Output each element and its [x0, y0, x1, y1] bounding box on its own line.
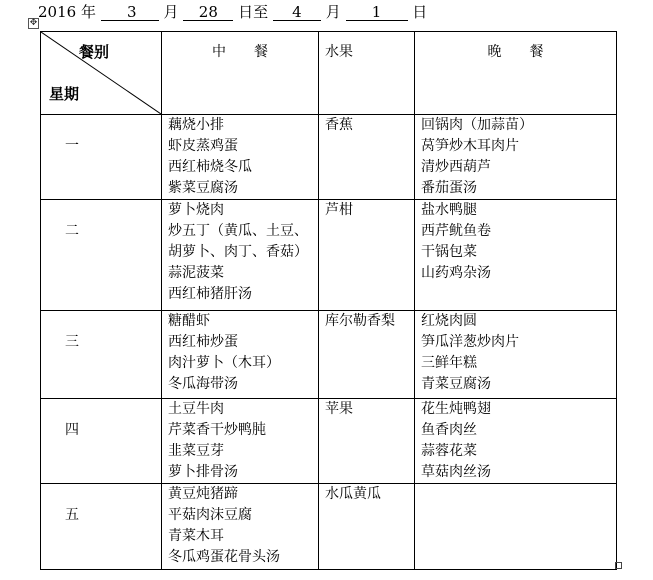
dinner-cell [415, 484, 617, 570]
start-month-unit: 月 [163, 3, 179, 21]
dinner-dish: 盐水鸭腿 [421, 202, 477, 218]
weekday-cell [41, 311, 162, 399]
lunch-cell [162, 311, 319, 399]
weekday-label: 一 [65, 138, 79, 154]
lunch-dish: 藕烧小排 [168, 117, 224, 133]
fruit-item: 香蕉 [325, 117, 353, 133]
dinner-dish: 花生炖鸭翅 [421, 401, 491, 417]
weekday-label: 三 [65, 334, 79, 350]
year-value: 2016 [38, 3, 77, 21]
end-day-value: 1 [346, 3, 408, 21]
fruit-cell [319, 484, 415, 570]
fruit-item: 水瓜黄瓜 [325, 486, 381, 502]
table-row [41, 200, 617, 311]
lunch-dish: 虾皮蒸鸡蛋 [168, 138, 238, 154]
lunch-dish: 萝卜烧肉 [168, 202, 224, 218]
weekday-cell [41, 200, 162, 311]
dinner-dish: 草菇肉丝汤 [421, 464, 491, 480]
dinner-dish: 鱼香肉丝 [421, 422, 477, 438]
dinner-dish: 山药鸡杂汤 [421, 265, 491, 281]
dinner-dish: 笋瓜洋葱炒肉片 [421, 334, 519, 350]
weekly-menu-table [40, 31, 617, 570]
corner-week-label: 星期 [49, 85, 80, 103]
lunch-column-header: 中 餐 [162, 32, 319, 115]
corner-meal-label: 餐别 [79, 43, 110, 61]
fruit-item: 库尔勒香梨 [325, 313, 395, 329]
dinner-dish: 干锅包菜 [421, 244, 477, 260]
lunch-dish: 冬瓜海带汤 [168, 376, 238, 392]
lunch-cell [162, 115, 319, 200]
lunch-dish: 芹菜香干炒鸭肫 [168, 422, 266, 438]
lunch-dish: 西红柿烧冬瓜 [168, 159, 252, 175]
fruit-cell [319, 115, 415, 200]
dinner-cell [415, 399, 617, 484]
lunch-dish: 胡萝卜、肉丁、香菇） [168, 244, 308, 260]
lunch-cell [162, 399, 319, 484]
dinner-dish: 番茄蛋汤 [421, 180, 477, 196]
dinner-dish: 清炒西葫芦 [421, 159, 491, 175]
lunch-dish: 西红柿猪肝汤 [168, 286, 252, 302]
lunch-dish: 韭菜豆芽 [168, 443, 224, 459]
dinner-dish: 西芹鱿鱼卷 [421, 223, 491, 239]
end-month-unit: 月 [325, 3, 341, 21]
weekday-cell [41, 484, 162, 570]
table-move-handle-icon[interactable]: ✥ [29, 18, 38, 28]
dinner-dish: 回锅肉（加蒜苗） [421, 117, 533, 133]
lunch-dish: 青菜木耳 [168, 528, 224, 544]
end-day-unit: 日 [412, 3, 428, 21]
lunch-dish: 冬瓜鸡蛋花骨头汤 [168, 549, 280, 565]
lunch-dish: 炒五丁（黄瓜、土豆、 [168, 223, 308, 239]
dinner-cell [415, 311, 617, 399]
dinner-dish: 红烧肉圆 [421, 313, 477, 329]
dinner-dish: 三鲜年糕 [421, 355, 477, 371]
lunch-dish: 糖醋虾 [168, 313, 210, 329]
lunch-dish: 紫菜豆腐汤 [168, 180, 238, 196]
lunch-dish: 蒜泥菠菜 [168, 265, 224, 281]
date-range-line [38, 2, 427, 24]
lunch-dish: 黄豆炖猪蹄 [168, 486, 238, 502]
lunch-dish: 西红柿炒蛋 [168, 334, 238, 350]
fruit-cell [319, 200, 415, 311]
dinner-cell [415, 200, 617, 311]
corner-header-cell [41, 32, 162, 115]
start-day-value: 28 [183, 3, 233, 21]
dinner-column-header: 晚 餐 [415, 32, 617, 115]
table-resize-handle-icon[interactable] [615, 562, 622, 569]
start-day-unit: 日至 [238, 3, 269, 21]
fruit-column-header: 水果 [319, 32, 415, 115]
dinner-cell [415, 115, 617, 200]
table-row [41, 484, 617, 570]
fruit-item: 苹果 [325, 401, 353, 417]
weekday-cell [41, 399, 162, 484]
weekday-label: 五 [65, 507, 79, 523]
lunch-dish: 土豆牛肉 [168, 401, 224, 417]
dinner-dish: 蒜蓉花菜 [421, 443, 477, 459]
lunch-dish: 肉汁萝卜（木耳） [168, 355, 280, 371]
table-header-row [41, 32, 617, 115]
weekday-label: 二 [65, 223, 79, 239]
start-month-value: 3 [101, 3, 159, 21]
year-unit: 年 [80, 3, 96, 21]
weekday-cell [41, 115, 162, 200]
dinner-dish: 青菜豆腐汤 [421, 376, 491, 392]
fruit-item: 芦柑 [325, 202, 353, 218]
table-row [41, 311, 617, 399]
end-month-value: 4 [273, 3, 321, 21]
table-row [41, 399, 617, 484]
dinner-dish: 莴笋炒木耳肉片 [421, 138, 519, 154]
lunch-cell [162, 200, 319, 311]
fruit-cell [319, 399, 415, 484]
table-row [41, 115, 617, 200]
weekday-label: 四 [65, 422, 79, 438]
fruit-cell [319, 311, 415, 399]
lunch-cell [162, 484, 319, 570]
lunch-dish: 萝卜排骨汤 [168, 464, 238, 480]
lunch-dish: 平菇肉沫豆腐 [168, 507, 252, 523]
